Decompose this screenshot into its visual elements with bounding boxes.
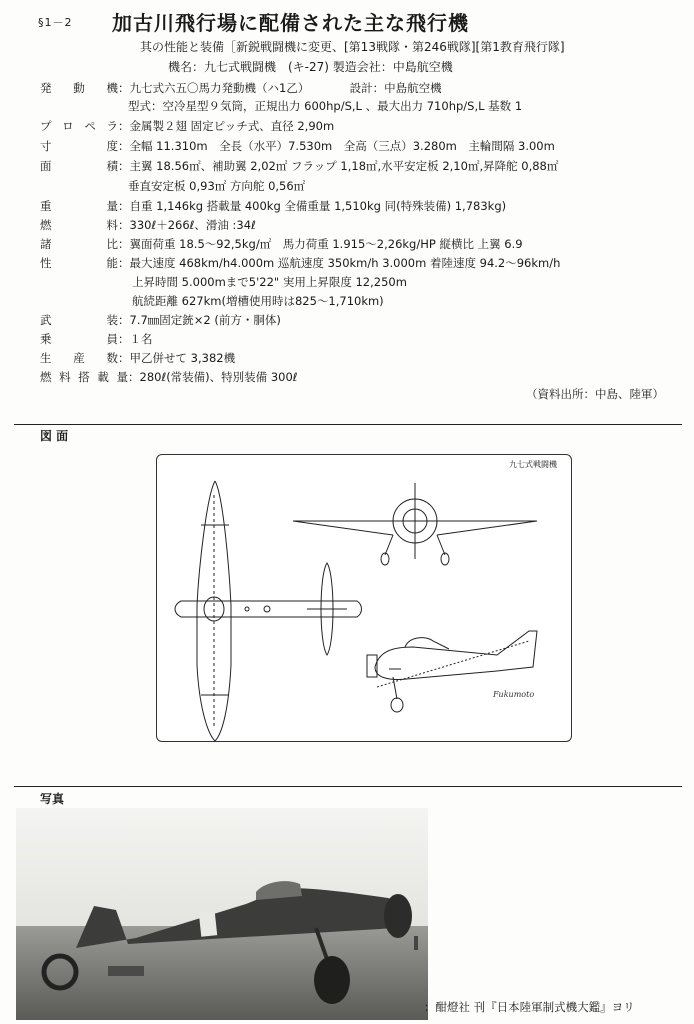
spec-value: ：7.7㎜固定銃×2 (前方・胴体) [118, 313, 281, 327]
spec-value: 航続距離 627km(増槽使用時は825～1,710km) [132, 294, 384, 308]
spec-value: ：自重 1,146kg 搭載量 400kg 全備重量 1,510kg 同(特殊装備) 1,783kg) [118, 199, 507, 213]
spec-value: ：全幅 11.310m 全長（水平）7.530m 全高（三点）3.280m 主輪間隔 3.00m [118, 139, 555, 153]
spec-label: 乗 員 [40, 332, 118, 346]
spec-label: 寸 度 [40, 139, 118, 153]
spec-value: ：九七式六五〇馬力発動機（ハ1乙） 設計：中島航空機 [118, 81, 442, 95]
data-source: （資料出所：中島、陸軍） [526, 387, 664, 401]
three-view-drawing [156, 454, 572, 742]
spec-value: ：１名 [118, 332, 153, 346]
spec-label: 生産数 [40, 351, 118, 365]
subtitle: 其の性能と装備［新鋭戦闘機に変更、[第13戦隊・第246戦隊][第1教育飛行隊] [140, 40, 565, 54]
spec-value: ：最大速度 468km/h4.000m 巡航速度 350km/h 3.000m 着陸速度 94.2～96km/h [118, 256, 561, 270]
aircraft-photo-image [16, 808, 428, 1020]
spec-value: ：330ℓ＋266ℓ、滑油 :34ℓ [118, 218, 256, 232]
spec-value: ：主翼 18.56㎡、補助翼 2,02㎡ フラップ 1,18㎡,水平安定板 2,10㎡,昇降舵 0,88㎡ [118, 159, 559, 173]
spec-value: 型式：空冷星型９気筒，正規出力 600hp/S,L 、最大出力 710hp/S,L 基数 1 [128, 99, 523, 113]
spec-value: 垂直安定板 0,93㎡ 方向舵 0,56㎡ [128, 179, 306, 193]
section-number: §1－2 [38, 16, 73, 29]
front-view [293, 483, 537, 565]
spec-label: 武 装 [40, 313, 118, 327]
spec-value: 上昇時間 5.000mまで5'22" 実用上昇限度 12,250m [132, 275, 407, 289]
spec-label: 燃 料 [40, 218, 118, 232]
spec-label: プロペラ [40, 119, 118, 133]
photo-credit: ：酣燈社 刊『日本陸軍制式機大鑑』ヨリ [424, 1000, 635, 1014]
spec-value: ：280ℓ(常装備)、特別装備 300ℓ [128, 370, 298, 384]
spec-label: 燃料搭載量 [40, 370, 128, 384]
photo-heading: 写真 [40, 792, 65, 806]
divider [14, 424, 682, 425]
drawing-caption: 九七式戦闘機 [509, 460, 557, 469]
spec-label: 面 積 [40, 159, 118, 173]
aircraft-line: 機名：九七式戦闘機 (キ-27) 製造会社：中島航空機 [168, 60, 453, 74]
spec-value: ：翼面荷重 18.5～92,5kg/㎡ 馬力荷重 1.915～2,26kg/HP 縦横比 上翼 6.9 [118, 237, 523, 251]
aircraft-drawing [157, 455, 571, 741]
drawing-signature: Fukumoto [493, 690, 535, 699]
spec-label: 発動機 [40, 81, 118, 95]
spec-label: 諸 比 [40, 237, 118, 251]
spec-value: ：金属製２翅 固定ピッチ式、直径 2,90m [118, 119, 335, 133]
side-view [367, 631, 537, 712]
drawing-heading: 図 面 [40, 429, 69, 443]
spec-value: ：甲乙併せて 3,382機 [118, 351, 236, 365]
spec-label: 性 能 [40, 256, 118, 270]
aircraft-photo [16, 808, 428, 1020]
plan-view [175, 481, 362, 741]
spec-label: 重 量 [40, 199, 118, 213]
divider [14, 786, 682, 787]
page-title: 加古川飛行場に配備された主な飛行機 [112, 11, 469, 35]
